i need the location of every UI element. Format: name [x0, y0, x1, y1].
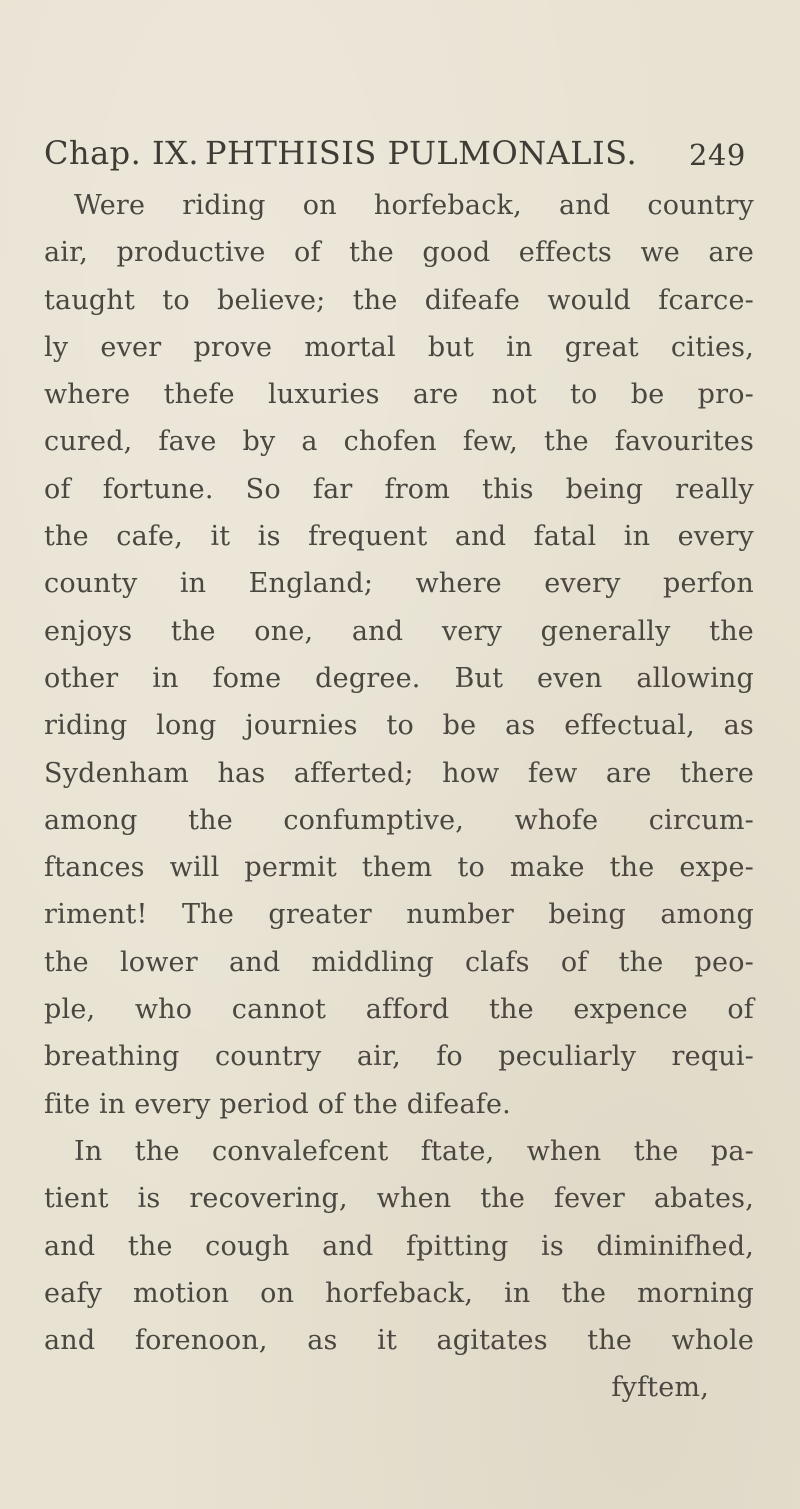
- body-text: [44, 182, 754, 1412]
- text-line: eafy motion on horfeback, in the morning: [44, 1277, 754, 1309]
- text-line: enjoys the one, and very generally the: [44, 615, 754, 647]
- text-line: ple, who cannot afford the expence of: [44, 994, 754, 1026]
- chapter-label: Chap. IX.: [44, 134, 200, 172]
- text-line: riment! The greater number being among: [44, 899, 754, 931]
- text-line: the lower and middling clafs of the peo-: [44, 946, 754, 978]
- text-line: and the cough and fpitting is diminifhed,: [44, 1230, 754, 1262]
- text-line: of fortune. So far from this being really: [44, 473, 754, 505]
- text-line: fite in every period of the difeafe.: [44, 1088, 511, 1120]
- text-line: ftances will permit them to make the expe-: [44, 852, 754, 884]
- text-line: In the convalefcent ftate, when the pa-: [74, 1135, 754, 1167]
- text-line: ly ever prove mortal but in great cities,: [44, 331, 754, 363]
- text-line: air, productive of the good effects we are: [44, 237, 754, 269]
- text-line: Were riding on horfeback, and country: [74, 190, 754, 221]
- text-line: riding long journies to be as effectual, as: [44, 710, 754, 742]
- text-line: and forenoon, as it agitates the whole: [44, 1325, 754, 1357]
- text-line: Sydenham has afferted; how few are there: [44, 757, 754, 789]
- text-line: the cafe, it is frequent and fatal in every: [44, 521, 754, 553]
- catchword: fyftem,: [611, 1372, 709, 1404]
- text-line: other in fome degree. But even allowing: [44, 662, 754, 694]
- text-line: where thefe luxuries are not to be pro-: [44, 379, 754, 411]
- text-line: tient is recovering, when the fever abates,: [44, 1183, 754, 1215]
- running-head: [44, 128, 744, 178]
- text-line: cured, fave by a chofen few, the favourites: [44, 426, 754, 458]
- text-line: breathing country air, fo peculiarly requi-: [44, 1041, 754, 1073]
- page-number: 249: [689, 138, 746, 172]
- text-line: among the confumptive, whofe circum-: [44, 804, 754, 836]
- running-title: PHTHISIS PULMONALIS.: [205, 134, 638, 172]
- text-line: taught to believe; the difeafe would fcarce-: [44, 284, 754, 316]
- text-line: county in England; where every perfon: [44, 568, 754, 600]
